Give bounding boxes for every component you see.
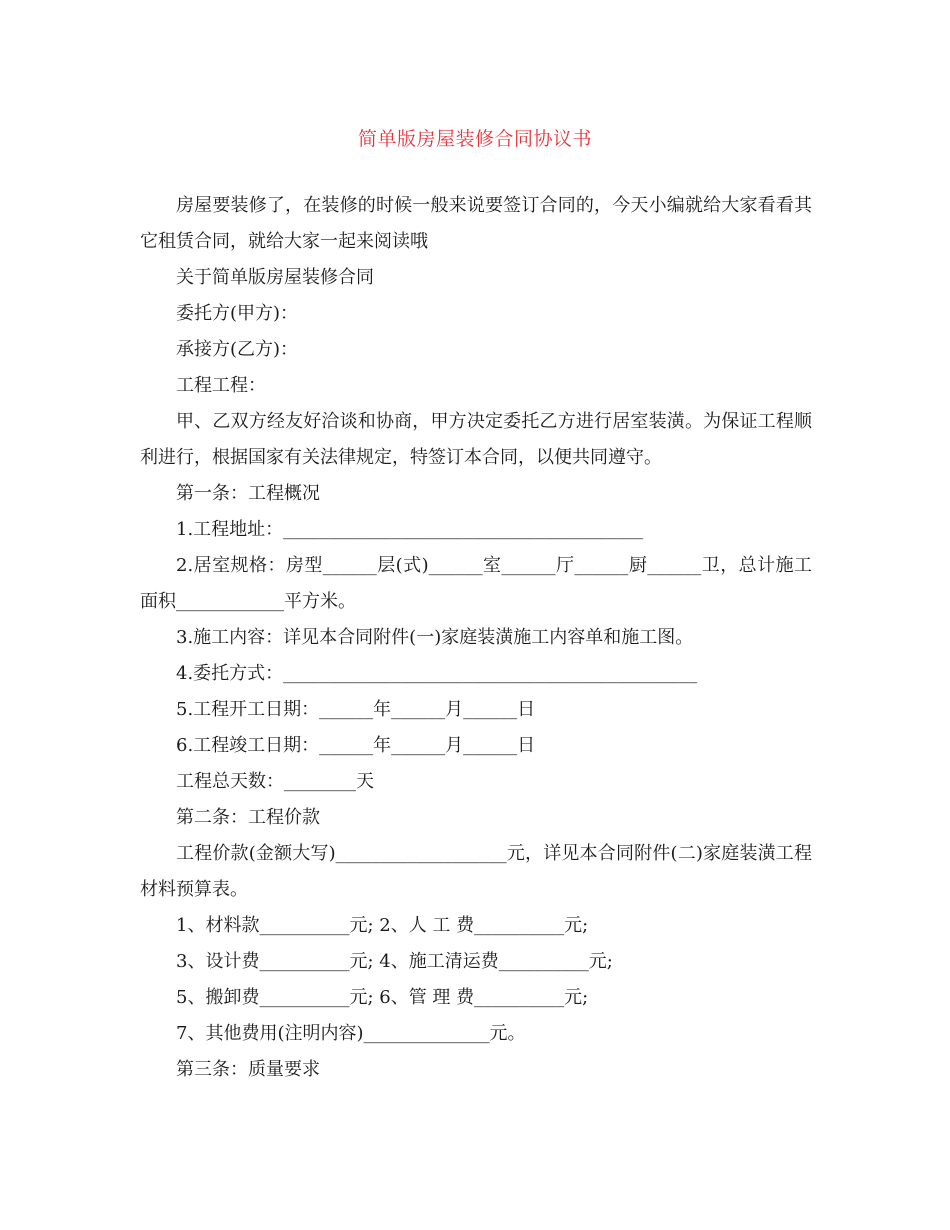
article-2-heading: 第二条：工程价款: [176, 807, 320, 828]
completion-date-line: 6.工程竣工日期：______年______月______日: [176, 735, 536, 756]
start-date-line: 5.工程开工日期：______年______月______日: [176, 699, 536, 720]
fee-line-2: 3、设计费__________元; 4、施工清运费__________元;: [176, 951, 613, 972]
article-1-heading: 第一条：工程概况: [176, 483, 320, 504]
project-address-line: 1.工程地址：________________________________________: [176, 519, 644, 540]
party-b-line: 承接方(乙方)：: [176, 339, 299, 360]
article-3-heading: 第三条：质量要求: [176, 1059, 320, 1080]
total-days-line: 工程总天数：________天: [176, 771, 374, 792]
contract-heading: 关于简单版房屋装修合同: [176, 267, 374, 288]
fee-line-1: 1、材料款__________元; 2、人 工 费__________元;: [176, 915, 589, 936]
project-line: 工程工程：: [176, 375, 266, 396]
room-spec-paragraph: 2.居室规格：房型______层(式)______室______厅______厨______卫，总计施工面积____________平方米。: [140, 555, 812, 612]
project-price-paragraph: 工程价款(金额大写)___________________元，详见本合同附件(二)家庭装潢工程材料预算表。: [140, 843, 812, 900]
fee-line-4: 7、其他费用(注明内容)______________元。: [176, 1023, 526, 1044]
document-title: 简单版房屋装修合同协议书: [357, 128, 592, 150]
intro-paragraph: 房屋要装修了，在装修的时候一般来说要签订合同的，今天小编就给大家看看其它租赁合同，就给大家一起来阅读哦: [140, 195, 812, 252]
agreement-paragraph: 甲、乙双方经友好洽谈和协商，甲方决定委托乙方进行居室装潢。为保证工程顺利进行，根据国家有关法律规定，特签订本合同，以便共同遵守。: [140, 411, 812, 468]
fee-line-3: 5、搬卸费__________元; 6、管 理 费__________元;: [176, 987, 589, 1008]
party-a-line: 委托方(甲方)：: [176, 303, 299, 324]
construction-content-line: 3.施工内容：详见本合同附件(一)家庭装潢施工内容单和施工图。: [176, 627, 694, 648]
document-body: [140, 188, 812, 1088]
commission-method-line: 4.委托方式：______________________________________________: [176, 663, 698, 684]
